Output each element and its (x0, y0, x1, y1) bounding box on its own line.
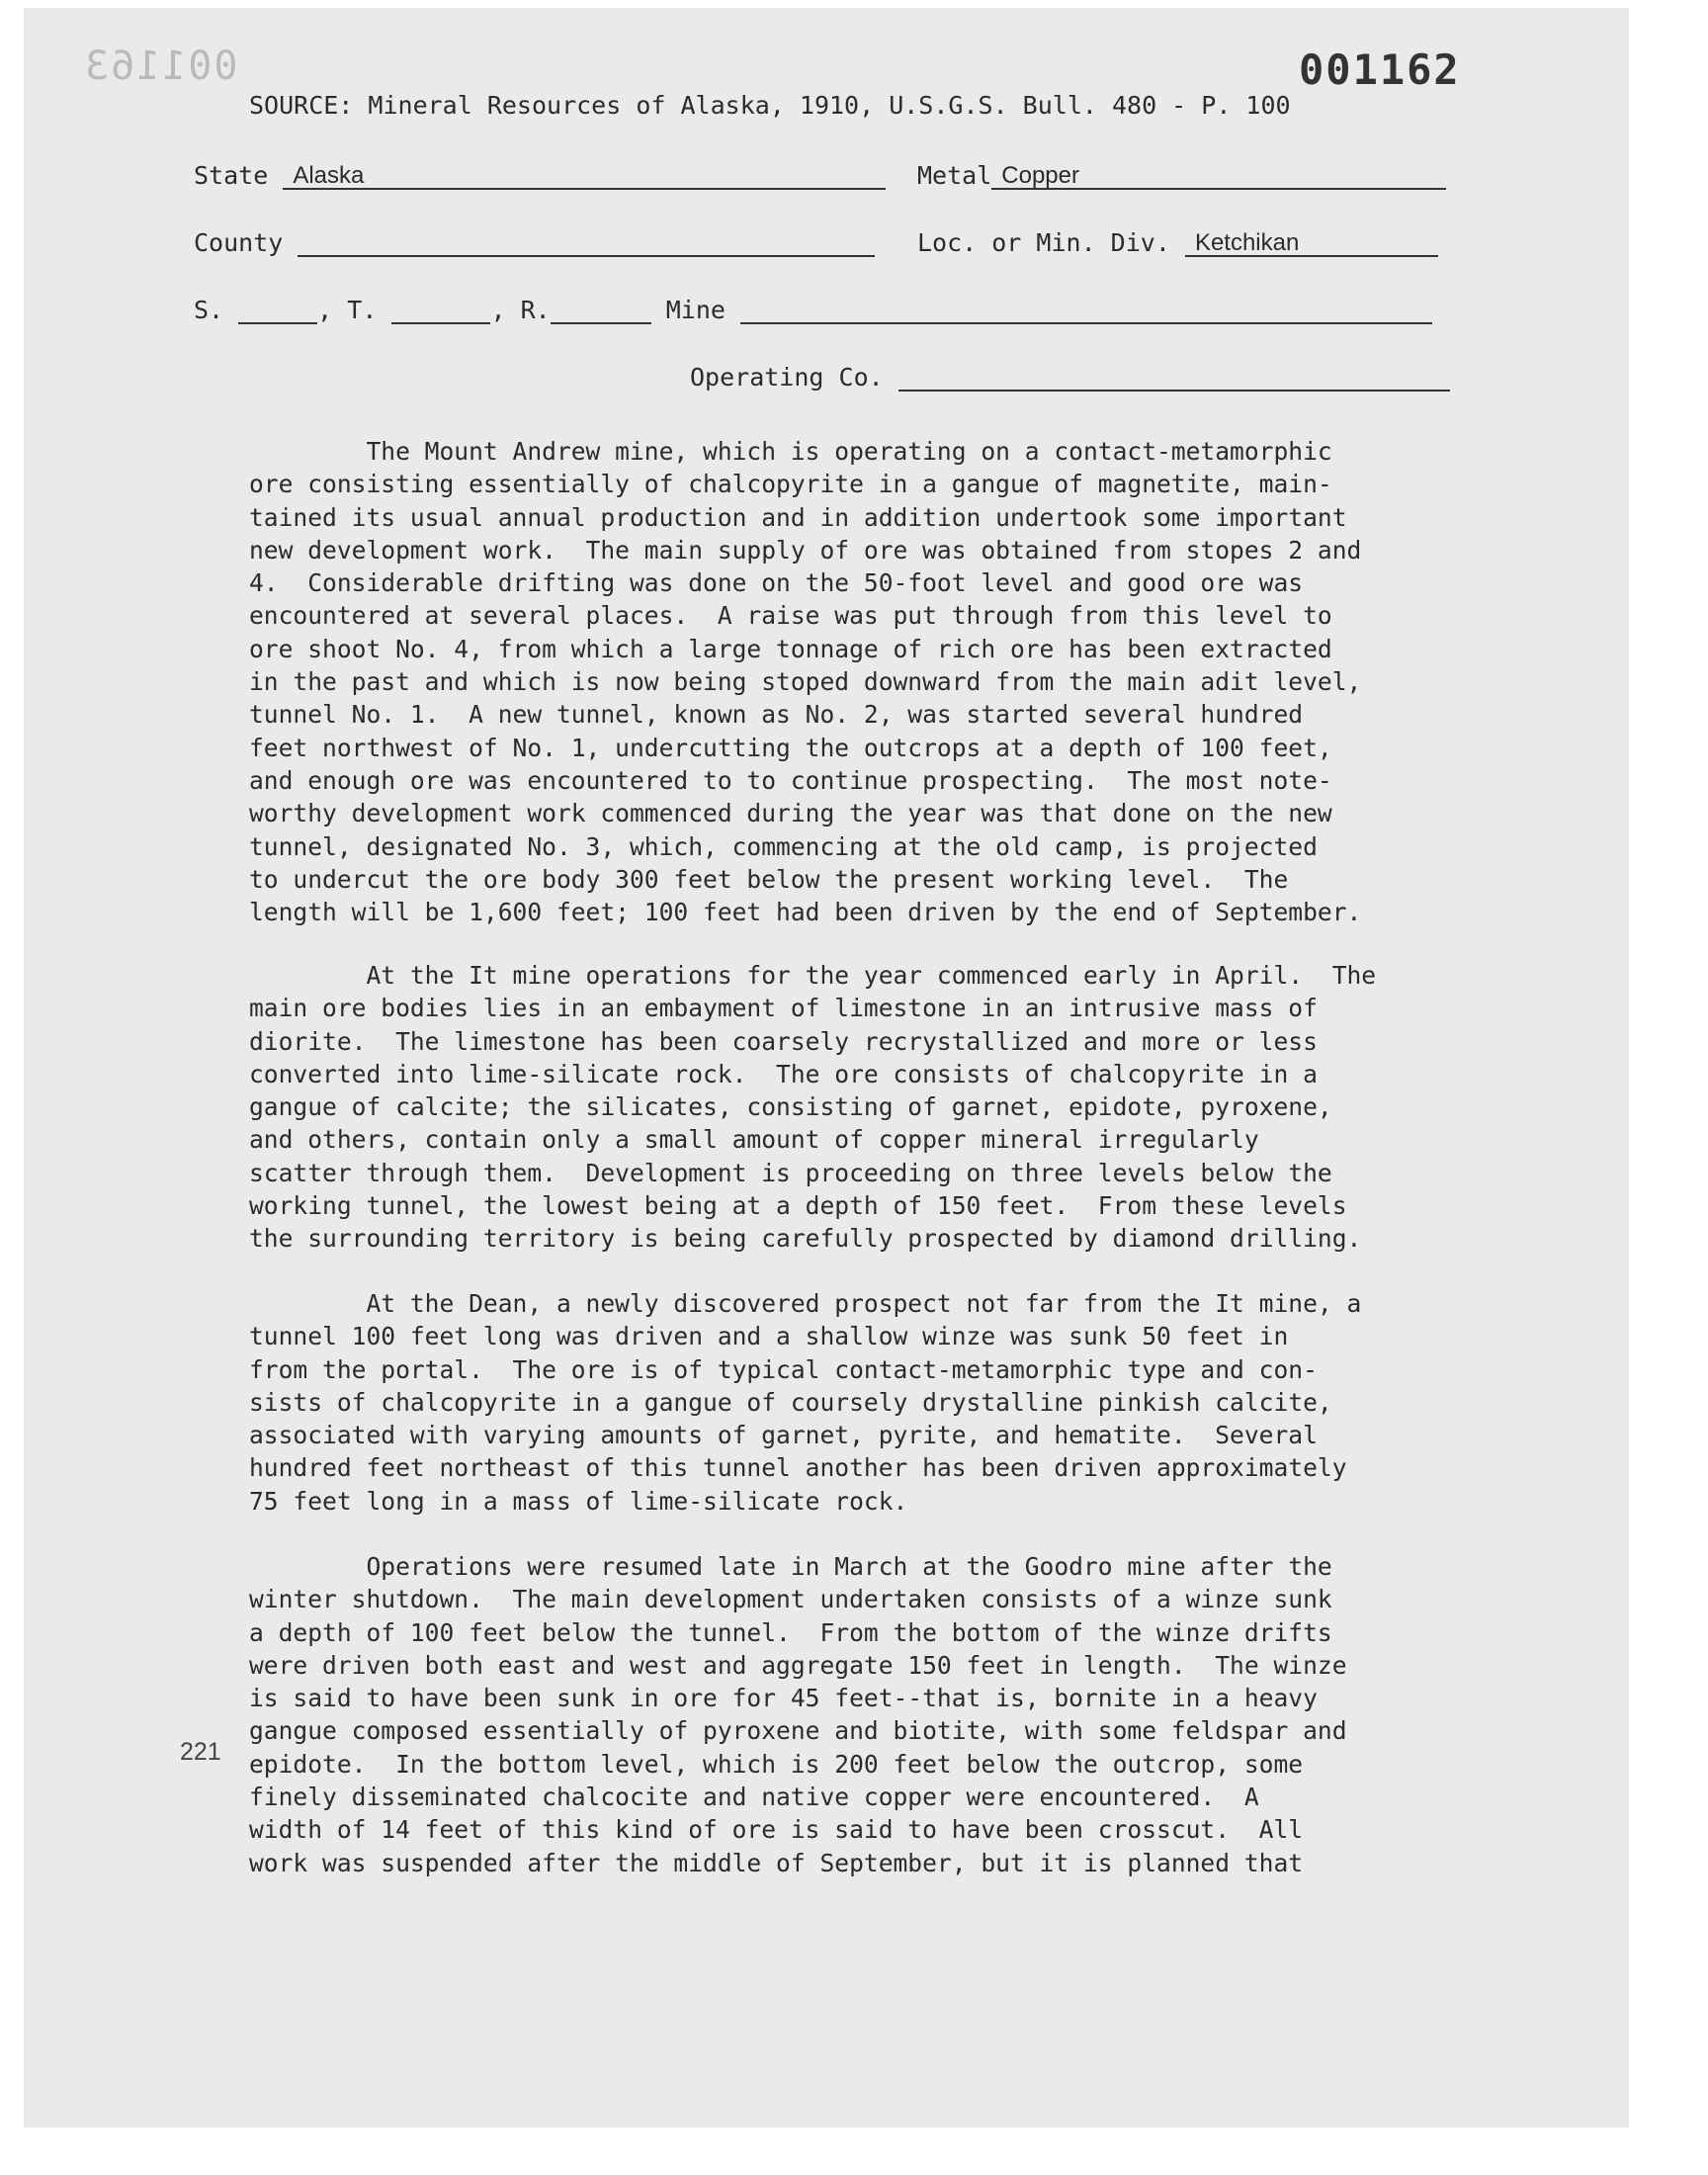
location-line (1185, 225, 1438, 257)
metal-label: Metal (917, 161, 992, 190)
mirrored-stamp-number: 001163 (83, 44, 238, 89)
mine-label: Mine (665, 296, 726, 324)
range-label: R. (520, 296, 551, 324)
section-label: S. (194, 296, 224, 324)
margin-page-number: 221 (180, 1738, 221, 1766)
section-line (238, 293, 317, 324)
state-field (194, 158, 886, 190)
source-citation: SOURCE: Mineral Resources of Alaska, 1910, U.S.G.S. Bull. 480 - P. 100 (249, 91, 1291, 120)
county-value (298, 229, 307, 256)
location-value: Ketchikan (1194, 229, 1300, 256)
operating-company-label: Operating Co. (690, 363, 884, 392)
metal-value: Copper (1001, 162, 1079, 189)
mine-line (740, 293, 1432, 324)
paragraph-it-mine: At the It mine operations for the year commenced early in April. The main ore bodies lies in an embayment of limestone in an intrusive mass of diorite. The limestone has been coarsely recrystallized and more or less converted into lime-silicate rock. The ore consists of chalcopyrite in a gangue of calcite; the silicates, consisting of garnet, epidote, pyroxene, and others, contain only a small amount of copper mineral irregularly scatter through them. Development is proceeding on three levels below the working tunnel, the lowest being at a depth of 150 feet. From these levels the surrounding territory is being carefully prospected by diamond drilling. (249, 961, 1377, 1254)
state-label: State (194, 161, 269, 190)
operating-company-line (898, 360, 1450, 392)
paragraph-goodro-mine: Operations were resumed late in March at the Goodro mine after the winter shutdown. The main development undertaken consists of a winze sunk a depth of 100 feet below the tunnel. From the bottom of the winze drifts were driven both east and west and aggregate 150 feet in length. The winze is said to have been sunk in ore for 45 feet--that is, bornite in a heavy gangue composed essentially of pyroxene and biotite, with some feldspar and epidote. In the bottom level, which is 200 feet below the outcrop, some finely disseminated chalcocite and native copper were encountered. A width of 14 feet of this kind of ore is said to have been crosscut. All work was suspended after the middle of September, but it is planned that (249, 1552, 1347, 1877)
paragraph-dean-prospect: At the Dean, a newly discovered prospect not far from the It mine, a tunnel 100 feet long was driven and a shallow winze was sunk 50 feet in from the portal. The ore is of typical contact-metamorphic type and con- sists of chalcopyrite in a gangue of coursely drystalline pinkish calcite, associated with varying amounts of garnet, pyrite, and hematite. Several hundred feet northeast of this tunnel another has been driven approximately 75 feet long in a mass of lime-silicate rock. (249, 1289, 1362, 1516)
paragraph-mount-andrew: The Mount Andrew mine, which is operating on a contact-metamorphic ore consisting essentially of chalcopyrite in a gangue of magnetite, main- tained its usual annual production and in addition undertook some important new development work. The main supply of ore was obtained from stopes 2 and 4. Considerable drifting was done on the 50-foot level and good ore was encountered at several places. A raise was put through from this level to ore shoot No. 4, from which a large tonnage of rich ore has been extracted in the past and which is now being stoped downward from the main adit level, tunnel No. 1. A new tunnel, known as No. 2, was started several hundred feet northwest of No. 1, undercutting the outcrops at a depth of 100 feet, and enough ore was encountered to to continue prospecting. The most note- worthy development work commenced during the year was that done on the new tunnel, designated No. 3, which, commencing at the old camp, is projected to undercut the ore body 300 feet below the present working level. The length will be 1,600 feet; 100 feet had been driven by the end of September. (249, 437, 1362, 927)
mine-value (740, 297, 750, 323)
range-line (551, 293, 651, 324)
township-line (391, 293, 490, 324)
county-label: County (194, 228, 284, 257)
document-page (24, 8, 1629, 2128)
state-line (283, 158, 886, 190)
location-label: Loc. or Min. Div. (917, 228, 1170, 257)
metal-field (917, 158, 1446, 190)
state-value: Alaska (293, 162, 365, 189)
operating-company-value (898, 364, 908, 391)
metal-line (991, 158, 1446, 190)
county-field (194, 225, 875, 257)
section-township-range-field: S. , T. , R. Mine (194, 293, 1432, 324)
location-field (917, 225, 1438, 257)
township-label: T. (347, 296, 378, 324)
county-line (298, 225, 875, 257)
operating-company-field (690, 360, 1450, 392)
document-stamp-number: 001162 (1299, 45, 1461, 94)
